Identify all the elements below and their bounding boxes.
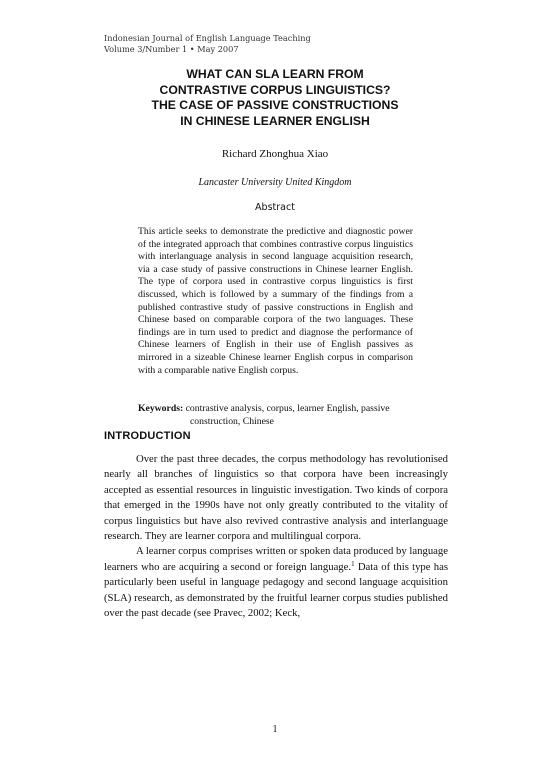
author-affiliation: Lancaster University United Kingdom: [198, 177, 352, 188]
footnote-marker[interactable]: 1: [351, 559, 355, 568]
title-line: THE CASE OF PASSIVE CONSTRUCTIONS: [151, 98, 399, 112]
journal-name: Indonesian Journal of English Language Teaching: [104, 33, 311, 43]
article-title: [100, 67, 450, 129]
page-number: 1: [272, 724, 278, 735]
journal-volume: Volume 3/Number 1 • May 2007: [104, 44, 239, 54]
keywords-label: Keywords:: [138, 403, 184, 414]
title-line: IN CHINESE LEARNER ENGLISH: [180, 113, 370, 128]
keywords-line-1: contrastive analysis, corpus, learner English, passive: [185, 403, 390, 414]
title-line: CONTRASTIVE CORPUS LINGUISTICS?: [159, 82, 391, 97]
abstract-text: This article seeks to demonstrate the predictive and diagnostic power of the integrated approach that combines contrastive corpus linguistics with interlanguage analysis in second language acquisition research, via a case study of passive constructions in Chinese learner English. The type of corpora used in contrastive corpus linguistics is first discussed, which is followed by a summary of the findings from a published contrastive study of passive constructions in English and Chinese based on comparable corpora of the two languages. These findings are in turn used to predict and diagnose the performance of Chinese learners of English in their use of English passives as mirrored in a sizeable Chinese learner English corpus in comparison with a comparable native English corpus.: [138, 226, 413, 376]
paragraph: [104, 544, 448, 621]
paragraph-text: A learner corpus comprises written or spoken data produced by language learners who are acquiring a second or foreign language.: [104, 545, 448, 573]
introduction-body: [104, 452, 448, 621]
keywords: [138, 403, 413, 428]
section-heading-introduction: INTRODUCTION: [104, 430, 191, 442]
abstract-heading: Abstract: [255, 202, 295, 213]
keywords-line-2: construction, Chinese: [190, 415, 274, 427]
journal-header: [104, 33, 311, 55]
paragraph: Over the past three decades, the corpus methodology has revolutionised nearly all branches of linguistics so that corpora have been increasingly accepted as essential resources in linguistic investigation. Two kinds of corpora that emerged in the 1990s have not only greatly contributed to the vitality of corpus linguistics but have also revived contrastive analysis and interlanguage research. They are learner corpora and multilingual corpora.: [104, 453, 448, 543]
title-line: WHAT CAN SLA LEARN FROM: [186, 67, 364, 81]
author-name: Richard Zhonghua Xiao: [221, 148, 329, 160]
paragraph-text: Data of this type has particularly been useful in language pedagogy and second language acquisition (SLA) research, as demonstrated by the fruitful learner corpus studies published over the past decade (see Pravec, 2002; Keck,: [104, 560, 448, 620]
